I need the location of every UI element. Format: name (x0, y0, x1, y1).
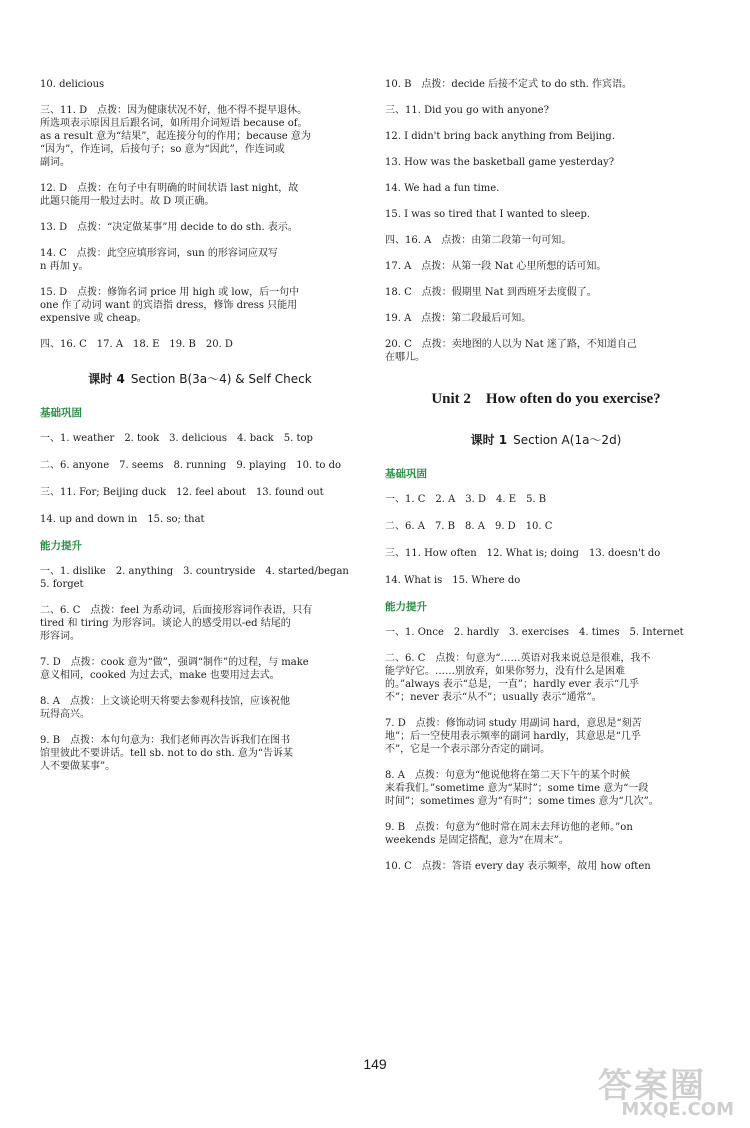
answer-line: as a result 意为“结果”，起连接分句的作用；because 意为 (40, 131, 311, 142)
answer-row: 一、1. C 2. A 3. D 4. E 5. B (385, 494, 547, 505)
answer-item (385, 626, 707, 639)
section-heading-ability: 能力提升 (385, 601, 427, 613)
answer-item (40, 182, 360, 208)
answer-item (40, 695, 360, 721)
answer-row: 二、6. anyone 7. seems 8. running 9. playing 10. to do (40, 460, 342, 471)
section-heading-ability: 能力提升 (40, 540, 82, 552)
answer-line: 一、1. dislike 2. anything 3. countryside 4. started/began (40, 566, 349, 577)
answer-line: 15. D 点拨：修饰名词 price 用 high 或 low，后一句中 (40, 287, 300, 298)
section-heading-basic: 基础巩固 (385, 468, 427, 480)
lesson-subtitle: Section A(1a～2d) (513, 433, 622, 447)
answer-line: 7. D 点拨：cook 意为“做”，强调“制作”的过程，与 make (40, 657, 309, 668)
page-number: 149 (363, 1056, 387, 1072)
answer-line: one 作了动词 want 的宾语指 dress，修饰 dress 只能用 (40, 300, 298, 311)
answer-line: 馆里彼此不要讲话。tell sb. not to do sth. 意为“告诉某 (40, 748, 293, 759)
answer-row: 二、6. A 7. B 8. A 9. D 10. C (385, 521, 553, 532)
lesson-4-title (40, 371, 360, 387)
answer-line: 12. D 点拨：在句子中有明确的时间状语 last night，故 (40, 183, 299, 194)
answer-item (385, 338, 707, 364)
answer-line: 此题只能用一般过去时。故 D 项正确。 (40, 196, 215, 207)
answer-line: 8. A 点拨：句意为“他说他将在第二天下午的某个时候 (385, 770, 631, 781)
watermark-text: 答案圈 (598, 1066, 706, 1106)
answer-item (385, 156, 707, 169)
answer-line: 10. delicious (40, 79, 105, 90)
watermark-logo (598, 1058, 738, 1120)
answer-line: 四、16. C 17. A 18. E 19. B 20. D (40, 339, 233, 350)
answer-item (385, 286, 707, 299)
answer-line: 14. We had a fun time. (385, 183, 500, 194)
answer-line: 10. B 点拨：decide 后接不定式 to do sth. 作宾语。 (385, 79, 632, 90)
answer-line: 二、6. C 点拨：句意为“……英语对我来说总是很难，我不 (385, 653, 651, 664)
answer-row: 三、11. How often 12. What is; doing 13. doesn't do (385, 548, 661, 559)
answer-line: 17. A 点拨：从第一段 Nat 心里所想的话可知。 (385, 261, 607, 272)
left-column (40, 78, 360, 786)
answer-item (385, 130, 707, 143)
answer-line: 7. D 点拨：修饰动词 study 用副词 hard，意思是“刻苦 (385, 718, 642, 729)
answer-item (385, 821, 707, 847)
answer-line: 一、1. Once 2. hardly 3. exercises 4. times 5. Internet (385, 627, 684, 638)
answer-line: 三、11. Did you go with anyone? (385, 105, 549, 116)
answer-line: 不”，它是一个表示部分否定的副词。 (385, 744, 551, 755)
answer-line: 地”；后一空使用表示频率的副词 hardly，其意思是“几乎 (385, 731, 641, 742)
answer-item (385, 208, 707, 221)
answer-line: 9. B 点拨：本句句意为：我们老师再次告诉我们在图书 (40, 735, 291, 746)
answer-line: 四、16. A 点拨：由第二段第一句可知。 (385, 235, 572, 246)
answer-item (385, 260, 707, 273)
answer-line: 玩得高兴。 (40, 709, 90, 720)
answer-line: 人不要做某事”。 (40, 761, 116, 772)
lesson-subtitle: Section B(3a～4) & Self Check (130, 372, 312, 386)
answer-line: expensive 或 cheap。 (40, 313, 147, 324)
lesson-label: 课时 1 (470, 433, 508, 447)
right-answers-top (385, 78, 707, 364)
right-answers-bottom (385, 626, 707, 873)
left-answers-top (40, 78, 360, 351)
answer-item (40, 338, 360, 351)
left-answers-bottom (40, 565, 360, 773)
answer-item (40, 656, 360, 682)
answer-item (40, 221, 360, 234)
lesson-label: 课时 4 (88, 372, 125, 386)
answer-line: 10. C 点拨：答语 every day 表示频率，故用 how often (385, 861, 651, 872)
answer-item (40, 78, 360, 91)
answer-line: 意义相同，cooked 为过去式，make 也要用过去式。 (40, 670, 280, 681)
answer-item (40, 565, 360, 591)
answer-item (385, 312, 707, 325)
answer-item (40, 286, 360, 325)
answer-item (40, 604, 360, 643)
answer-item (385, 860, 707, 873)
answer-line: 12. I didn't bring back anything from Beijing. (385, 131, 615, 142)
answer-item (40, 104, 360, 169)
answer-line: n 再加 y。 (40, 261, 89, 272)
answer-line: 8. A 点拨：上文谈论明天将要去参观科技馆，应该祝他 (40, 696, 290, 707)
answer-row: 三、11. For; Beijing duck 12. feel about 13. found out (40, 487, 324, 498)
answer-line: 20. C 点拨：卖地图的人以为 Nat 迷了路，不知道自己 (385, 339, 637, 350)
answer-item (385, 769, 707, 808)
answer-line: 形容词。 (40, 631, 80, 642)
answer-row: 14. up and down in 15. so; that (40, 514, 205, 525)
answer-item (385, 78, 707, 91)
answer-line: 5. forget (40, 579, 84, 590)
answer-item (385, 234, 707, 247)
answer-row: 14. What is 15. Where do (385, 575, 521, 586)
answer-line: tired 和 tiring 为形容词。谈论人的感受用以-ed 结尾的 (40, 618, 291, 629)
unit-title: Unit 2 How often do you exercise? (431, 391, 661, 407)
lesson-1-title (385, 432, 707, 448)
watermark-url: MXQE.COM (621, 1099, 734, 1120)
answer-line: 二、6. C 点拨：feel 为系动词，后面接形容词作表语，只有 (40, 605, 313, 616)
left-basic-rows (40, 432, 360, 526)
answer-line: 来看我们。”sometime 意为“某时”；some time 意为“一段 (385, 783, 649, 794)
right-column (385, 78, 707, 886)
answer-line: 三、11. D 点拨：因为健康状况不好，他不得不提早退休。 (40, 105, 308, 116)
answer-line: 18. C 点拨：假期里 Nat 到西班牙去度假了。 (385, 287, 597, 298)
answer-item (385, 717, 707, 756)
right-basic-rows (385, 493, 707, 587)
section-heading-basic: 基础巩固 (40, 407, 82, 419)
answer-line: 13. D 点拨：“决定做某事”用 decide to do sth. 表示。 (40, 222, 298, 233)
answer-line: 不”；never 表示“从不”；usually 表示“通常”。 (385, 692, 602, 703)
answer-line: 19. A 点拨：第二段最后可知。 (385, 313, 532, 324)
answer-line: 9. B 点拨：句意为“他时常在周末去拜访他的老师。”on (385, 822, 633, 833)
answer-line: 13. How was the basketball game yesterday? (385, 157, 615, 168)
answer-item (40, 734, 360, 773)
answer-line: 时间”；sometimes 意为“有时”；some times 意为“几次”。 (385, 796, 659, 807)
answer-line: 副词。 (40, 157, 70, 168)
answer-item (385, 182, 707, 195)
answer-line: 所选项表示原因且后跟名词，如所用介词短语 because of。 (40, 118, 308, 129)
answer-item (385, 104, 707, 117)
answer-item (385, 652, 707, 704)
answer-row: 一、1. weather 2. took 3. delicious 4. back 5. top (40, 433, 313, 444)
answer-line: 的。”always 表示“总是，一直”；hardly ever 表示“几乎 (385, 679, 640, 690)
answer-line: 15. I was so tired that I wanted to sleep. (385, 209, 591, 220)
answer-line: “因为”，作连词，后接句子；so 意为“因此”，作连词或 (40, 144, 285, 155)
answer-item (40, 247, 360, 273)
answer-line: 14. C 点拨：此空应填形容词，sun 的形容词应双写 (40, 248, 278, 259)
answer-line: 在哪儿。 (385, 352, 425, 363)
answer-line: weekends 是固定搭配，意为“在周末”。 (385, 835, 569, 846)
answer-line: 能学好它。……别放弃，如果你努力，没有什么是困难 (385, 666, 625, 677)
